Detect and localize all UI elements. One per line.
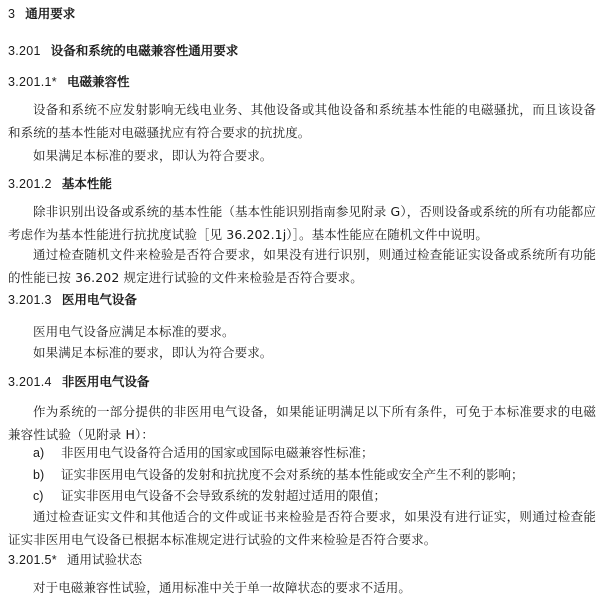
- clause-paragraph: 通过检查随机文件来检验是否符合要求，如果没有进行识别，则通过检查能证实设备或系统所有功能的性能已按 36.202 规定进行试验的文件来检验是否符合要求。: [8, 247, 596, 285]
- list-marker: b): [33, 468, 45, 482]
- clause-heading-3-201-5: [8, 552, 142, 568]
- list-text: 非医用电气设备符合适用的国家或国际电磁兼容性标准；: [61, 445, 374, 460]
- clause-paragraph: 如果满足本标准的要求，即认为符合要求。: [33, 345, 273, 360]
- section-heading: [8, 6, 75, 22]
- clause-title: 电磁兼容性: [66, 74, 130, 89]
- clause-title: 通用试验状态: [66, 552, 142, 567]
- clause-number: 3.201.1*: [8, 75, 57, 89]
- list-marker: c): [33, 489, 44, 503]
- clause-title: 设备和系统的电磁兼容性通用要求: [50, 43, 239, 58]
- list-text: 证实非医用电气设备的发射和抗扰度不会对系统的基本性能或安全产生不利的影响；: [61, 467, 524, 482]
- clause-paragraph: 对于电磁兼容性试验，通用标准中关于单一故障状态的要求不适用。: [33, 580, 412, 595]
- clause-heading-3-201: [8, 43, 238, 59]
- clause-paragraph: 除非识别出设备或系统的基本性能（基本性能识别指南参见附录 G），否则设备或系统的所有功能都应考虑作为基本性能进行抗扰度试验［见 36.202.1j）］。基本性能应在随机文件中说明。: [8, 204, 596, 242]
- clause-paragraph: 设备和系统不应发射影响无线电业务、其他设备或其他设备和系统基本性能的电磁骚扰，而且该设备和系统的基本性能对电磁骚扰应有符合要求的抗扰度。: [8, 102, 596, 140]
- clause-heading-3-201-2: [8, 176, 112, 192]
- clause-heading-3-201-4: [8, 374, 149, 390]
- clause-heading-3-201-3: [8, 292, 137, 308]
- clause-paragraph: 通过检查证实文件和其他适合的文件或证书来检验是否符合要求，如果没有进行证实，则通过检查能证实非医用电气设备已根据本标准规定进行试验的文件来检验是否符合要求。: [8, 509, 596, 547]
- clause-number: 3.201.5*: [8, 553, 57, 567]
- clause-number: 3.201.3: [8, 293, 52, 307]
- section-title: 通用要求: [25, 6, 76, 21]
- list-marker: a): [33, 446, 45, 460]
- clause-paragraph: 作为系统的一部分提供的非医用电气设备，如果能证明满足以下所有条件，可免于本标准要求的电磁兼容性试验（见附录 H）：: [8, 404, 596, 442]
- list-item: [33, 441, 596, 465]
- clause-title: 医用电气设备: [61, 292, 137, 307]
- section-number: 3: [8, 7, 16, 21]
- clause-paragraph: 医用电气设备应满足本标准的要求。: [33, 324, 235, 339]
- clause-heading-3-201-1: [8, 74, 130, 90]
- clause-number: 3.201: [8, 44, 41, 58]
- clause-number: 3.201.4: [8, 375, 52, 389]
- clause-title: 基本性能: [61, 176, 112, 191]
- list-text: 证实非医用电气设备不会导致系统的发射超过适用的限值；: [61, 488, 387, 503]
- clause-number: 3.201.2: [8, 177, 52, 191]
- clause-title: 非医用电气设备: [61, 374, 150, 389]
- clause-paragraph: 如果满足本标准的要求，即认为符合要求。: [33, 148, 273, 163]
